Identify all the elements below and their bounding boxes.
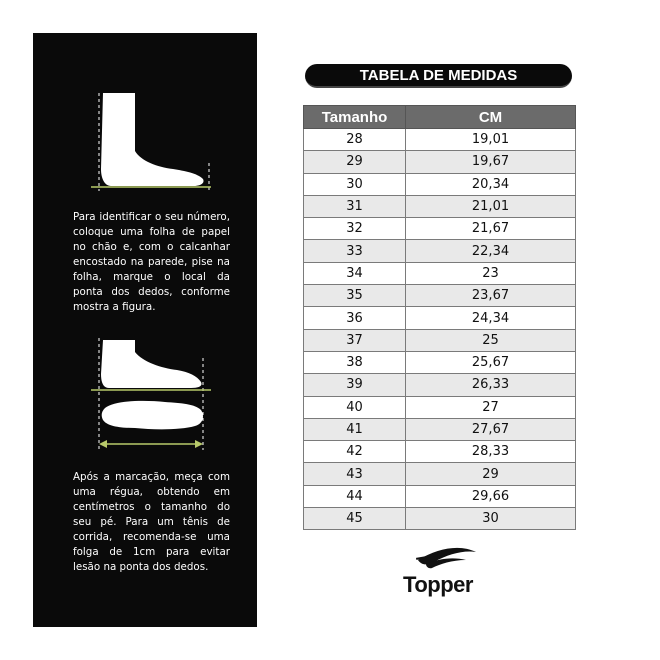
table-row [304,463,576,485]
size-cell: 32 [304,218,406,240]
table-row [304,485,576,507]
cm-cell: 29,66 [406,485,576,507]
cm-cell: 20,34 [406,173,576,195]
table-row [304,441,576,463]
size-cell: 39 [304,374,406,396]
size-cell: 35 [304,285,406,307]
table-row [304,129,576,151]
cm-cell: 21,01 [406,195,576,217]
size-cell: 28 [304,129,406,151]
table-row [304,173,576,195]
table-row [304,285,576,307]
table-row [304,374,576,396]
size-cell: 34 [304,262,406,284]
cm-cell: 21,67 [406,218,576,240]
topper-swoosh-icon [388,542,488,574]
table-title: TABELA DE MEDIDAS [305,64,572,88]
size-cell: 30 [304,173,406,195]
size-cell: 38 [304,351,406,373]
table-row [304,151,576,173]
cm-cell: 23,67 [406,285,576,307]
cm-cell: 25,67 [406,351,576,373]
cm-cell: 29 [406,463,576,485]
table-row [304,329,576,351]
table-row [304,307,576,329]
brand-name: Topper [403,572,473,597]
cm-cell: 27 [406,396,576,418]
size-cell: 45 [304,508,406,530]
foot-measurement-icon [85,338,215,458]
size-cell: 44 [304,485,406,507]
table-header-row [304,106,576,129]
cm-cell: 30 [406,508,576,530]
table-row [304,508,576,530]
size-cell: 29 [304,151,406,173]
cm-cell: 25 [406,329,576,351]
table-row [304,262,576,284]
size-cell: 40 [304,396,406,418]
instructions-panel [33,33,257,627]
cm-cell: 26,33 [406,374,576,396]
size-cell: 37 [304,329,406,351]
header-cm: CM [406,106,576,129]
size-cell: 36 [304,307,406,329]
cm-cell: 19,67 [406,151,576,173]
size-cell: 33 [304,240,406,262]
cm-cell: 28,33 [406,441,576,463]
table-row [304,396,576,418]
cm-cell: 23 [406,262,576,284]
cm-cell: 22,34 [406,240,576,262]
cm-cell: 24,34 [406,307,576,329]
table-row [304,218,576,240]
size-table [303,105,576,530]
size-cell: 41 [304,418,406,440]
foot-side-view-icon [85,91,215,201]
cm-cell: 19,01 [406,129,576,151]
table-row [304,240,576,262]
size-cell: 31 [304,195,406,217]
table-row [304,195,576,217]
table-row [304,418,576,440]
size-cell: 42 [304,441,406,463]
cm-cell: 27,67 [406,418,576,440]
instructions-text-1: Para identificar o seu número, coloque uma folha de papel no chão e, com o calcanhar encostado na parede, pise na folha, marque o local da ponta dos dedos, conforme mostra a figura. [73,211,230,313]
brand-logo [388,542,488,602]
size-cell: 43 [304,463,406,485]
table-row [304,351,576,373]
header-size: Tamanho [304,106,406,129]
instructions-text-2: Após a marcação, meça com uma régua, obtendo em centímetros o tamanho do seu pé. Para um tênis de corrida, recomenda-se uma folga de 1cm para evitar lesão na ponta dos dedos. [73,471,230,573]
